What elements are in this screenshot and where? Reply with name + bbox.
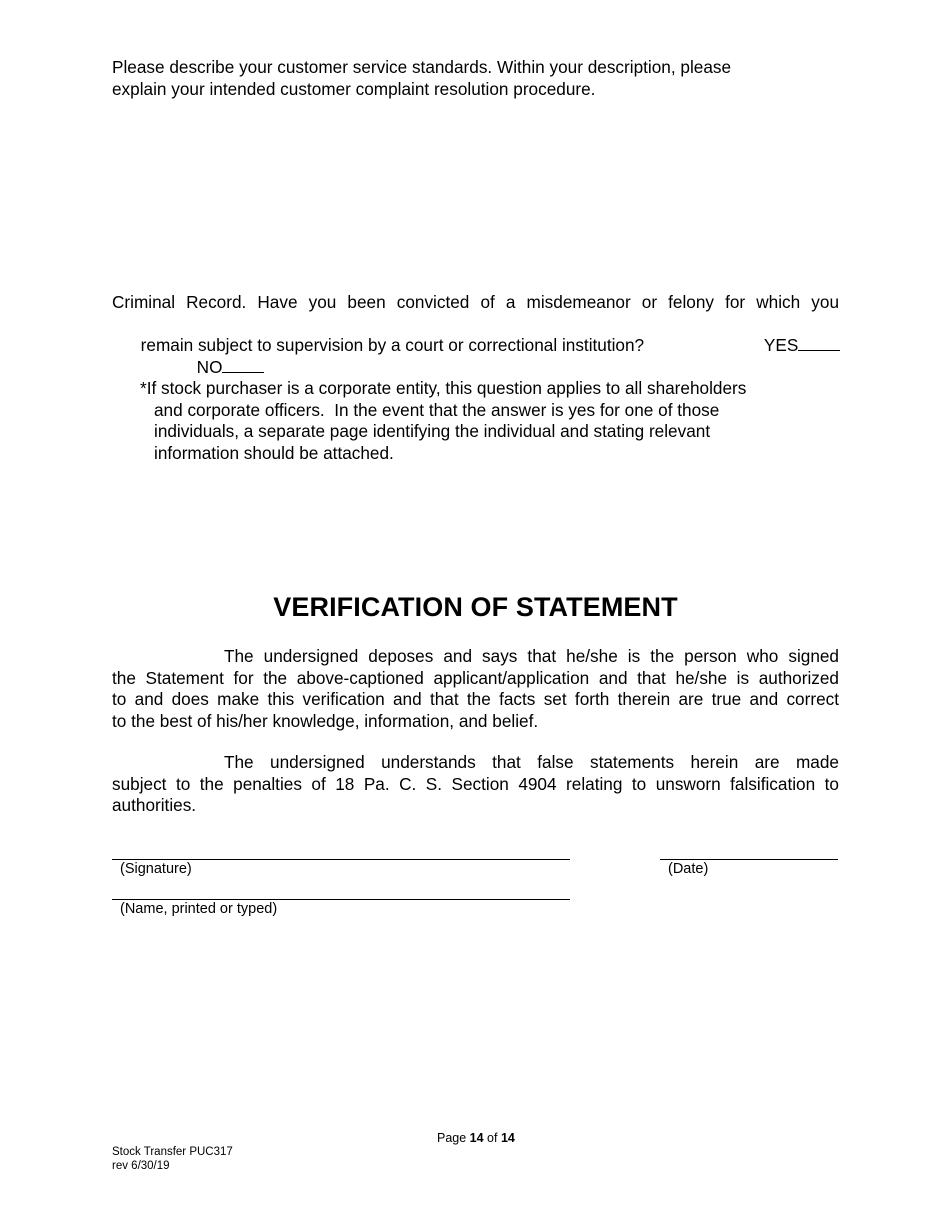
- name-line[interactable]: [112, 899, 570, 900]
- customer-service-line-1: Please describe your customer service standards. Within your description, please: [112, 57, 732, 77]
- verification-title: VERIFICATION OF STATEMENT: [273, 592, 678, 622]
- signature-label: (Signature): [120, 861, 192, 877]
- page-total: 14: [500, 1131, 515, 1145]
- para2-line-2: subject to the penalties of 18 Pa. C. S. Section 4904 relating to unsworn falsification to: [112, 773, 839, 794]
- verification-paragraph-1: [112, 646, 839, 732]
- date-label: (Date): [668, 861, 709, 877]
- criminal-record-line-1: Criminal Record. Have you been convicted of a misdemeanor or felony for which you: [112, 292, 839, 312]
- note-line-3: individuals, a separate page identifying the individual and stating relevant: [154, 421, 711, 442]
- no-blank-field[interactable]: [222, 357, 264, 373]
- name-label: (Name, printed or typed): [120, 901, 278, 917]
- para2-line-3: authorities.: [112, 795, 197, 816]
- page-of: of: [483, 1131, 501, 1145]
- yes-label: YES: [763, 335, 799, 356]
- note-line-2: and corporate officers. In the event that the answer is yes for one of those: [154, 399, 720, 420]
- criminal-record-line-2: [112, 314, 839, 356]
- yes-option[interactable]: [726, 314, 840, 379]
- corporate-entity-note: [140, 378, 840, 464]
- verification-paragraph-2: [112, 752, 839, 817]
- criminal-record-line-2-text: remain subject to supervision by a court or correctional institution?: [140, 335, 645, 356]
- para1-line-4: to the best of his/her knowledge, information, and belief.: [112, 710, 539, 731]
- form-info: [112, 1145, 233, 1173]
- para1-line-3: to and does make this verification and that the facts set forth therein are true and correct: [112, 689, 839, 710]
- page-number: [437, 1131, 515, 1145]
- form-revision: rev 6/30/19: [112, 1160, 170, 1172]
- form-name: Stock Transfer PUC317: [112, 1146, 233, 1158]
- date-line[interactable]: [660, 859, 838, 860]
- no-label: NO: [196, 356, 223, 377]
- page-prefix: Page: [437, 1131, 470, 1145]
- note-line-1: *If stock purchaser is a corporate entity, this question applies to all shareholders: [140, 378, 747, 398]
- para2-line-1: The undersigned understands that false statements herein are made: [224, 752, 839, 772]
- yes-blank-field[interactable]: [798, 335, 840, 351]
- note-line-4: information should be attached.: [154, 442, 394, 463]
- page-current: 14: [469, 1131, 484, 1145]
- signature-line[interactable]: [112, 859, 570, 860]
- para1-line-1: The undersigned deposes and says that he/she is the person who signed: [224, 646, 839, 666]
- customer-service-line-2: explain your intended customer complaint resolution procedure.: [112, 78, 596, 99]
- customer-service-question: [112, 57, 842, 100]
- para1-line-2: the Statement for the above-captioned applicant/application and that he/she is authorized: [112, 667, 839, 688]
